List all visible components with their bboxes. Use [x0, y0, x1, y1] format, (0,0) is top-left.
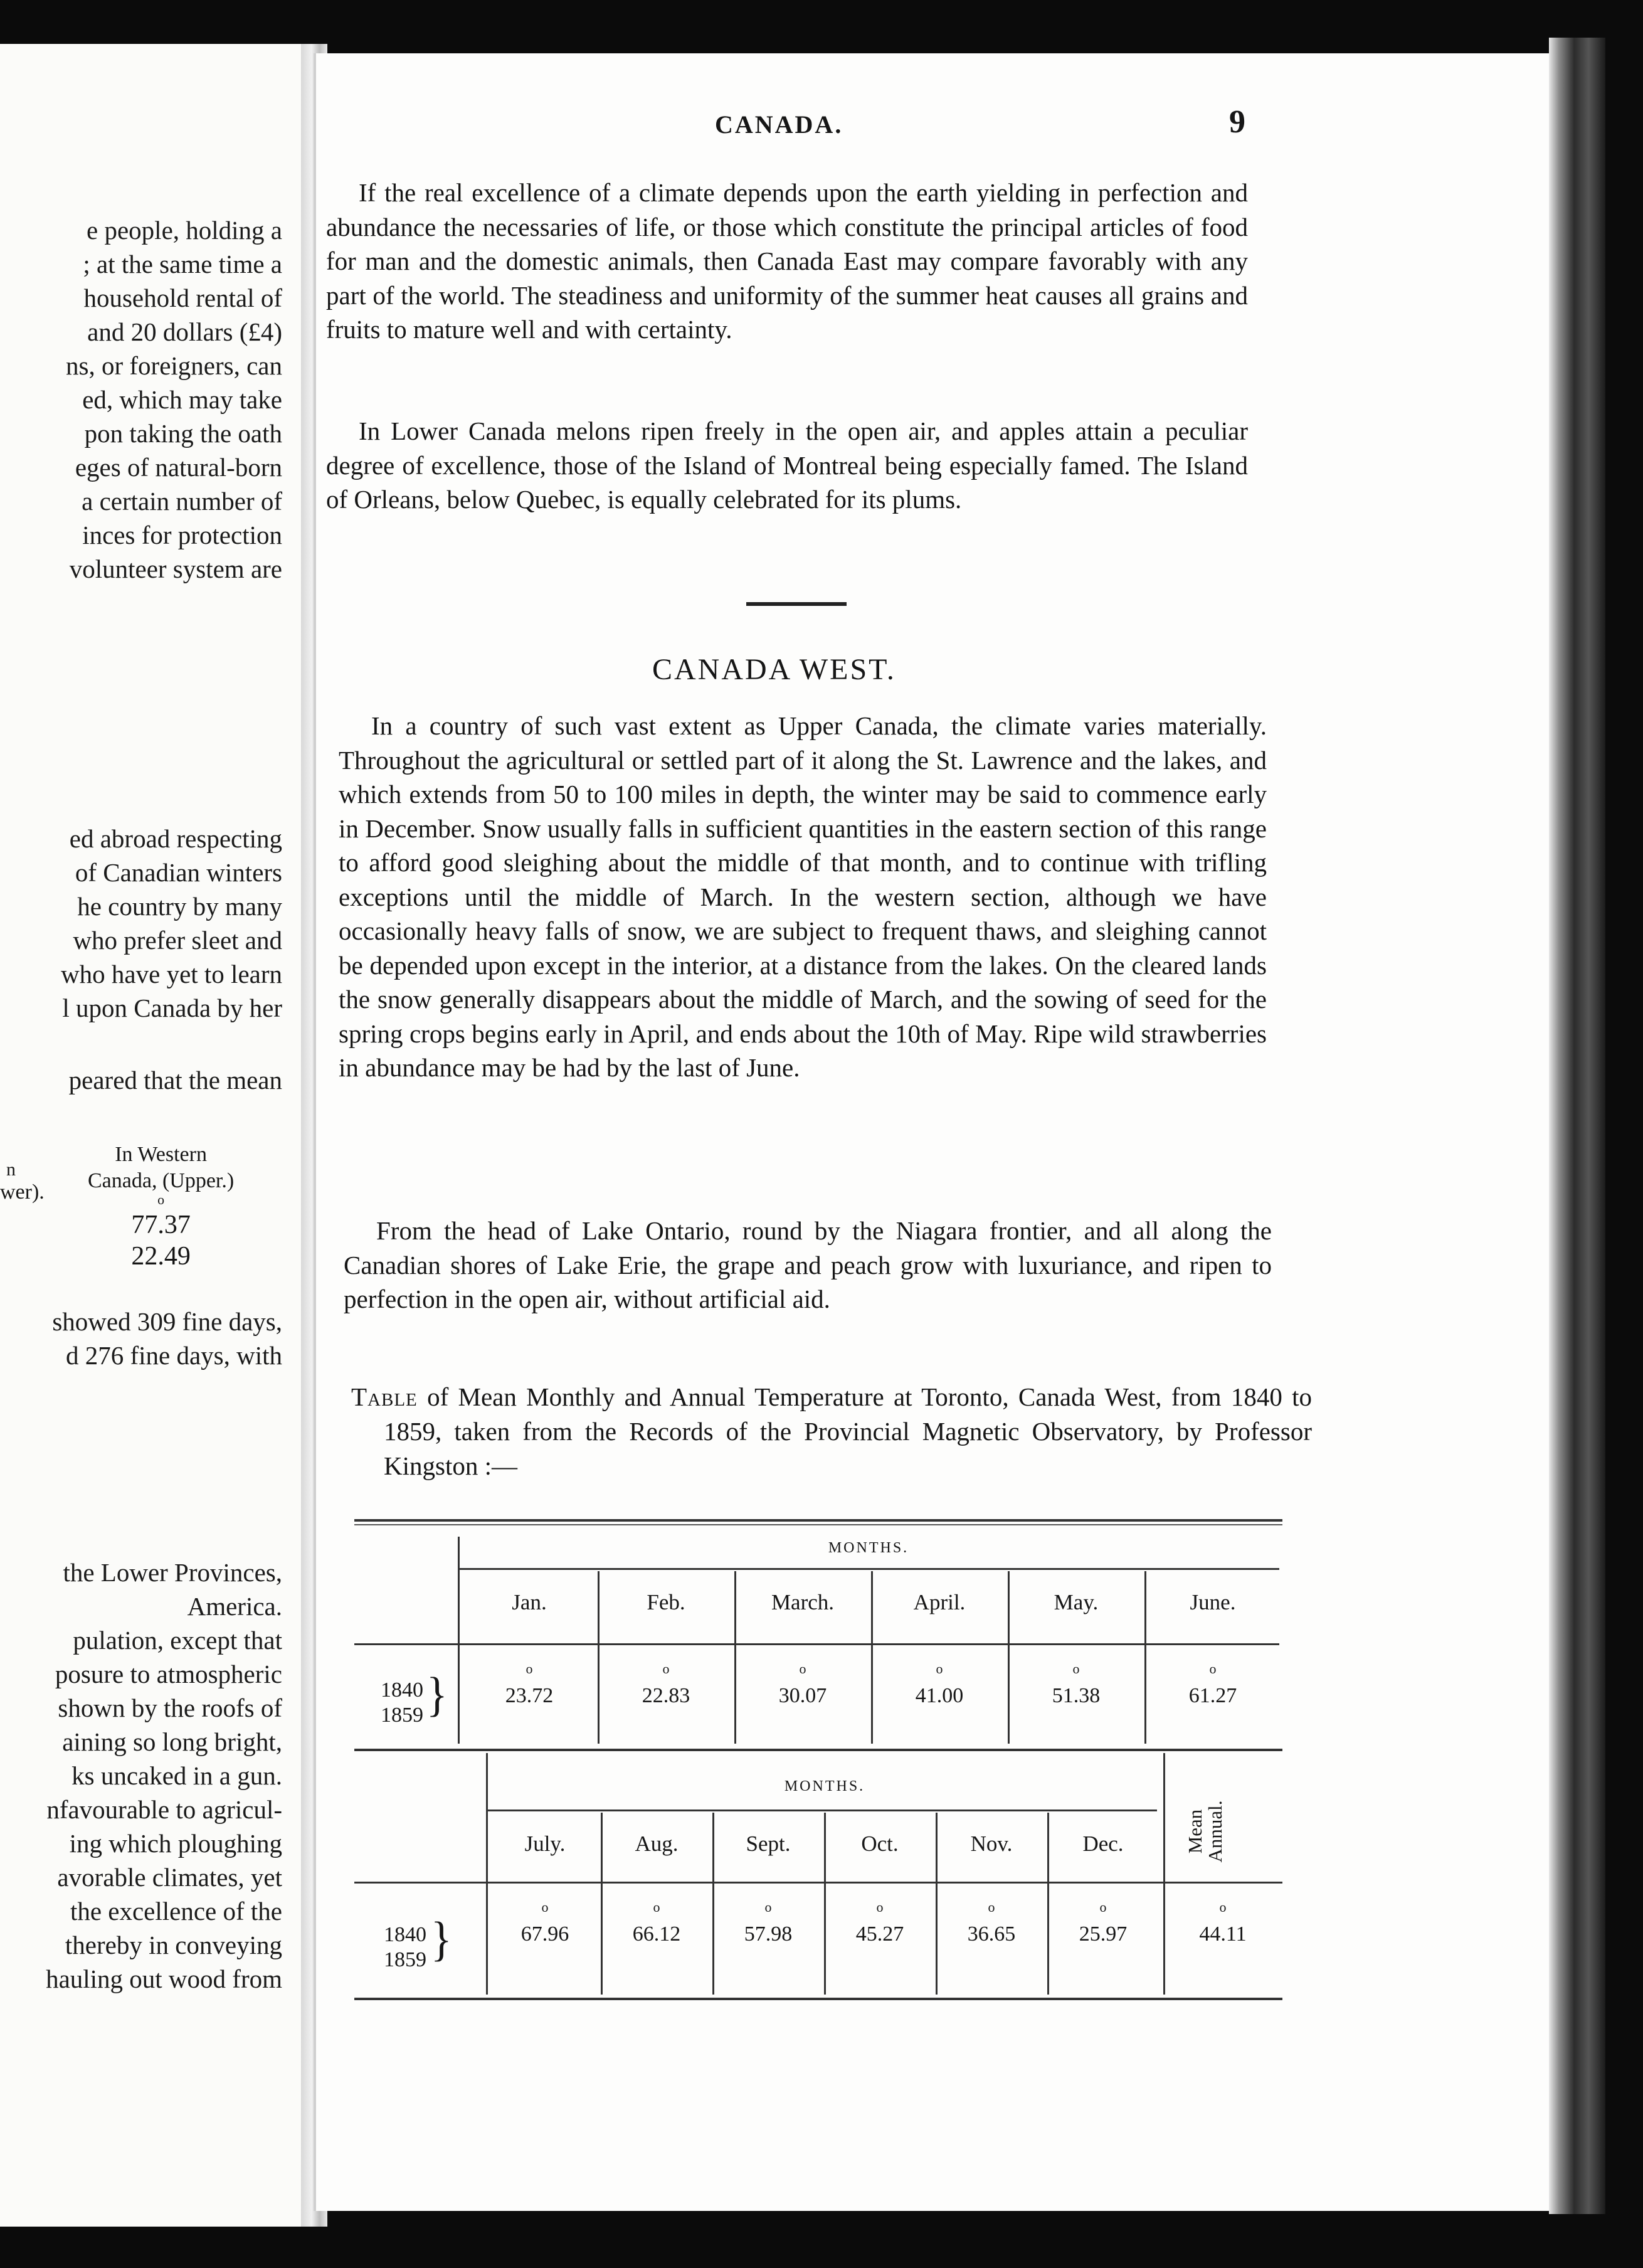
left-page-line: and 20 dollars (£4)	[87, 317, 282, 346]
table-caption-lead: Table	[351, 1382, 418, 1411]
left-page-line: shown by the roofs of	[58, 1693, 282, 1722]
brace-row-1: }	[426, 1668, 448, 1722]
left-page-column-fragment	[0, 1142, 301, 1305]
header-rule-1	[354, 1643, 1279, 1645]
temperature-value: 51.38	[1052, 1684, 1101, 1707]
left-page-line: the Lower Provinces,	[63, 1558, 282, 1587]
mean-col-rule	[1163, 1753, 1165, 1995]
left-page-line: ing which ploughing	[69, 1829, 282, 1858]
month-header: July.	[524, 1831, 566, 1856]
left-page-line: the excellence of the	[70, 1897, 282, 1926]
month-header: June.	[1190, 1590, 1236, 1614]
left-page-line: inces for protection	[82, 521, 282, 549]
degree-sign: o	[1072, 1661, 1080, 1677]
degree-sign: o	[662, 1661, 670, 1677]
left-page-line: ; at the same time a	[83, 250, 282, 278]
mean-annual-header: Mean Annual.	[1184, 1800, 1226, 1863]
temperature-value: 22.83	[642, 1684, 690, 1707]
left-page-line: America.	[187, 1592, 282, 1621]
paragraph-upper-canada-climate: In a country of such vast extent as Upper Canada, the climate varies materially. Throughout the agricultural or settled part of it along the St. Lawrence and the lakes, and which extends from 50 to 100 miles in depth, the winter may be said to commence early in December. Snow usually falls in sufficient quantities in the eastern section of this range to afford good sleighing about the middle of that month, and to continue with trifling exceptions until the middle of March. In the western section, although we have occasionally heavy falls of snow, we are subject to frequent thaws, and sleighing cannot be depended upon except in the interior, at a distance from the lakes. On the cleared lands the snow generally disappears about the middle of March, and the sowing of seed for the spring crops begins early in April, and ends about the 10th of May. Ripe wild strawberries in abundance may be had by the last of June.	[339, 711, 1267, 1082]
month-header: Dec.	[1082, 1831, 1124, 1856]
month-header: Sept.	[746, 1831, 791, 1856]
month-header: Jan.	[512, 1590, 547, 1614]
left-page-line: d 276 fine days, with	[65, 1341, 282, 1370]
month-header: Oct.	[861, 1831, 899, 1856]
month-header: March.	[771, 1590, 835, 1614]
table-top-rule	[354, 1519, 1282, 1522]
left-page-line: l upon Canada by her	[62, 994, 282, 1022]
temperature-value: 30.07	[778, 1684, 827, 1707]
degree-sign: o	[1209, 1661, 1217, 1677]
table-bottom-rule	[354, 1998, 1282, 2000]
month-header: Nov.	[970, 1831, 1013, 1856]
header-rule-2	[354, 1882, 1282, 1884]
years-row-1: 1840 1859	[381, 1678, 423, 1727]
temperature-table	[354, 1512, 1282, 2001]
year-col-rule-2	[486, 1753, 488, 1995]
paragraph-lake-ontario: From the head of Lake Ontario, round by the Niagara frontier, and all along the Canadian shores of Lake Erie, the grape and peach grow with luxuriance, and ripen to perfection in the open air, without artificial aid.	[344, 1216, 1272, 1313]
rule-months-1	[458, 1568, 1279, 1570]
year-col-rule-1	[458, 1537, 460, 1744]
left-page-text-block-5	[0, 1555, 282, 1996]
left-page-text-block-1	[0, 213, 282, 586]
left-page-line: eges of natural-born	[75, 453, 282, 482]
running-head: CANADA.	[715, 110, 843, 139]
left-page-line: pulation, except that	[73, 1626, 282, 1655]
paragraph-lower-canada: In Lower Canada melons ripen freely in the open air, and apples attain a peculiar degree of excellence, those of the Island of Montreal being especially famed. The Island of Orleans, below Quebec, is equally celebrated for its plums.	[326, 416, 1248, 514]
degree-sign: o	[541, 1899, 549, 1915]
table-caption-text: of Mean Monthly and Annual Temperature at Toronto, Canada West, from 1840 to 1859, taken from the Records of the Provincial Magnetic Observatory, by Professor Kingston :—	[384, 1382, 1312, 1480]
page-number: 9	[1229, 104, 1245, 140]
left-page-line: e people, holding a	[87, 216, 282, 245]
left-page-line: household rental of	[83, 284, 282, 312]
left-page-line: who have yet to learn	[61, 960, 282, 988]
left-page-text-block-4	[0, 1305, 282, 1372]
left-page-line: a certain number of	[82, 487, 282, 516]
paragraph-climate-excellence: If the real excellence of a climate depends upon the earth yielding in perfection and abundance the necessaries of life, or those which constitute the principal articles of food for man and the domestic animals, then Canada East may compare favorably with any part of the world. The steadiness and uniformity of the summer heat causes all grains and fruits to mature well and with certainty.	[326, 178, 1248, 344]
left-page-col-b: In Western Canada, (Upper.) o 77.37 22.49	[88, 1143, 235, 1271]
month-header: Feb.	[647, 1590, 685, 1614]
left-page-line: peared that the mean	[68, 1066, 282, 1094]
left-page-line: thereby in conveying	[65, 1931, 282, 1959]
left-page-line: ed abroad respecting	[69, 824, 282, 853]
table-top-rule-2	[354, 1524, 1282, 1525]
month-header: Aug.	[635, 1831, 679, 1856]
temperature-value: 45.27	[855, 1922, 904, 1946]
left-page-line: ns, or foreigners, can	[66, 351, 282, 380]
brace-row-2: }	[431, 1913, 452, 1966]
temperature-value: 23.72	[505, 1684, 554, 1707]
degree-sign: o	[653, 1899, 660, 1915]
temperature-value: 61.27	[1188, 1684, 1237, 1707]
temperature-value: 66.12	[632, 1922, 681, 1946]
temperature-value: 57.98	[744, 1922, 793, 1946]
left-page-text-block-3	[0, 1063, 282, 1097]
left-page-line: ed, which may take	[82, 385, 282, 414]
left-page-line: avorable climates, yet	[57, 1863, 282, 1892]
degree-sign: o	[799, 1661, 806, 1677]
left-page-line: of Canadian winters	[75, 858, 282, 887]
degree-sign: o	[988, 1899, 995, 1915]
left-page-line: nfavourable to agricul-	[46, 1795, 282, 1824]
left-page-fragment	[0, 44, 326, 2227]
temperature-value: 41.00	[915, 1684, 964, 1707]
rule-months-2	[486, 1810, 1157, 1811]
degree-sign: o	[876, 1899, 884, 1915]
book-edge	[1549, 38, 1605, 2214]
left-page-line: aining so long bright,	[62, 1727, 282, 1756]
months-label-1: MONTHS.	[828, 1540, 909, 1556]
temperature-value: 67.96	[520, 1922, 569, 1946]
left-page-line: who prefer sleet and	[73, 926, 282, 955]
month-header: May.	[1054, 1590, 1099, 1614]
month-header: April.	[913, 1590, 966, 1614]
degree-sign: o	[764, 1899, 772, 1915]
degree-sign: o	[526, 1661, 533, 1677]
temperature-value: 36.65	[967, 1922, 1016, 1946]
table-caption	[351, 1380, 1312, 1483]
years-row-2: 1840 1859	[384, 1923, 426, 1971]
section-rule	[354, 1749, 1282, 1751]
left-page-line: hauling out wood from	[46, 1964, 282, 1993]
left-page-line: volunteer system are	[69, 554, 282, 583]
months-label-2: MONTHS.	[784, 1778, 865, 1794]
section-divider	[746, 602, 847, 606]
left-page-line: he country by many	[77, 892, 282, 921]
left-page-line: posure to atmospheric	[55, 1660, 282, 1688]
temperature-value: 25.97	[1079, 1922, 1128, 1946]
left-page-col-a: n wer).	[0, 1159, 45, 1204]
degree-sign: o	[936, 1661, 943, 1677]
left-page-line: pon taking the oath	[84, 419, 282, 448]
degree-sign: o	[1099, 1899, 1107, 1915]
section-heading: CANADA WEST.	[652, 653, 896, 686]
degree-mean: o	[1219, 1899, 1227, 1915]
left-page-line: showed 309 fine days,	[52, 1307, 282, 1336]
mean-annual-value: 44.11	[1199, 1922, 1247, 1946]
left-page-text-block-2	[0, 822, 282, 1025]
left-page-line: ks uncaked in a gun.	[71, 1761, 282, 1790]
